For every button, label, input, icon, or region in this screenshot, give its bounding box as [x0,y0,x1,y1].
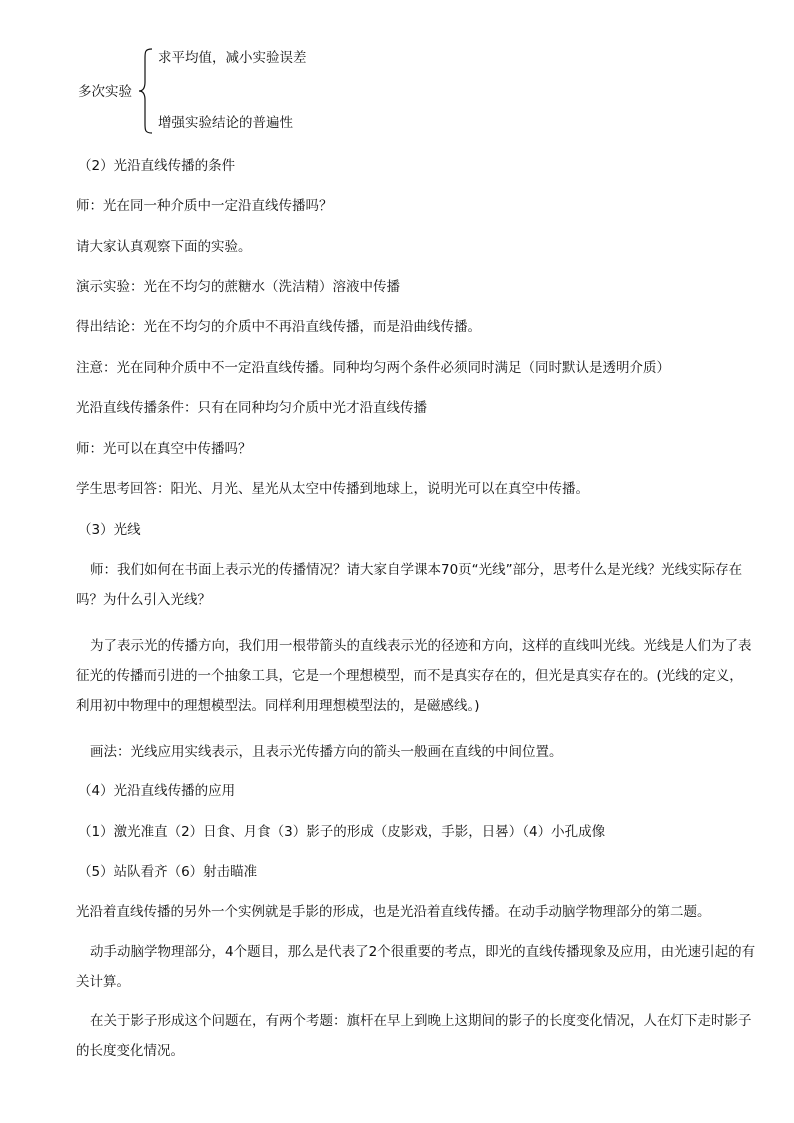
paragraph: 动手动脑学物理部分，4个题目，那么是代表了2个很重要的考点，即光的直线传播现象及应用，由光速引起的有关计算。 [76,944,756,990]
brace-item-generality: 增强实验结论的普遍性 [158,115,293,131]
paragraph: 师：光可以在真空中传播吗？ [76,441,252,457]
paragraph: 在关于影子形成这个问题在，有两个考题：旗杆在早上到晚上这期间的影子的长度变化情况，人在灯下走时影子的长度变化情况。 [76,1013,752,1059]
paragraph: 注意：光在同种介质中不一定沿直线传播。同种均匀两个条件必须同时满足（同时默认是透明介质） [76,360,670,376]
paragraph: （1）激光准直（2）日食、月食（3）影子的形成（皮影戏，手影，日晷）（4）小孔成像 [78,824,606,840]
paragraph: 画法：光线应用实线表示，且表示光传播方向的箭头一般画在直线的中间位置。 [90,744,563,760]
brace-diagram [78,44,408,140]
paragraph: 学生思考回答：阳光、月光、星光从太空中传播到地球上，说明光可以在真空中传播。 [76,481,589,497]
paragraph: 光沿着直线传播的另外一个实例就是手影的形成，也是光沿着直线传播。在动手动脑学物理部分的第二题。 [76,904,711,920]
heading-light-ray: （3）光线 [78,522,141,538]
brace-item-average: 求平均值，减小实验误差 [158,50,307,66]
curly-brace-icon [138,48,154,134]
heading-application: （4）光沿直线传播的应用 [78,783,236,799]
paragraph: 师：我们如何在书面上表示光的传播情况？请大家自学课本70页“光线”部分，思考什么是光线？光线实际存在吗？为什么引入光线？ [76,562,743,608]
paragraph: 师：光在同一种介质中一定沿直线传播吗？ [76,198,333,214]
heading-condition: （2）光沿直线传播的条件 [78,158,236,174]
paragraph: （5）站队看齐（6）射击瞄准 [78,864,258,880]
paragraph: 得出结论：光在不均匀的介质中不再沿直线传播，而是沿曲线传播。 [76,319,481,335]
paragraph: 光沿直线传播条件：只有在同种均匀介质中光才沿直线传播 [76,400,427,416]
paragraph: 请大家认真观察下面的实验。 [76,239,252,255]
brace-label: 多次实验 [78,84,132,100]
paragraph: 为了表示光的传播方向，我们用一根带箭头的直线表示光的径迹和方向，这样的直线叫光线。光线是人们为了表征光的传播而引进的一个抽象工具，它是一个理想模型，而不是真实存在的，但光是真实存在的。(光线的定义，利用初中物理中的理想模型法。同样利用理想模型法的，是磁感线。) [76,638,752,714]
paragraph: 演示实验：光在不均匀的蔗糖水（洗洁精）溶液中传播 [76,279,400,295]
